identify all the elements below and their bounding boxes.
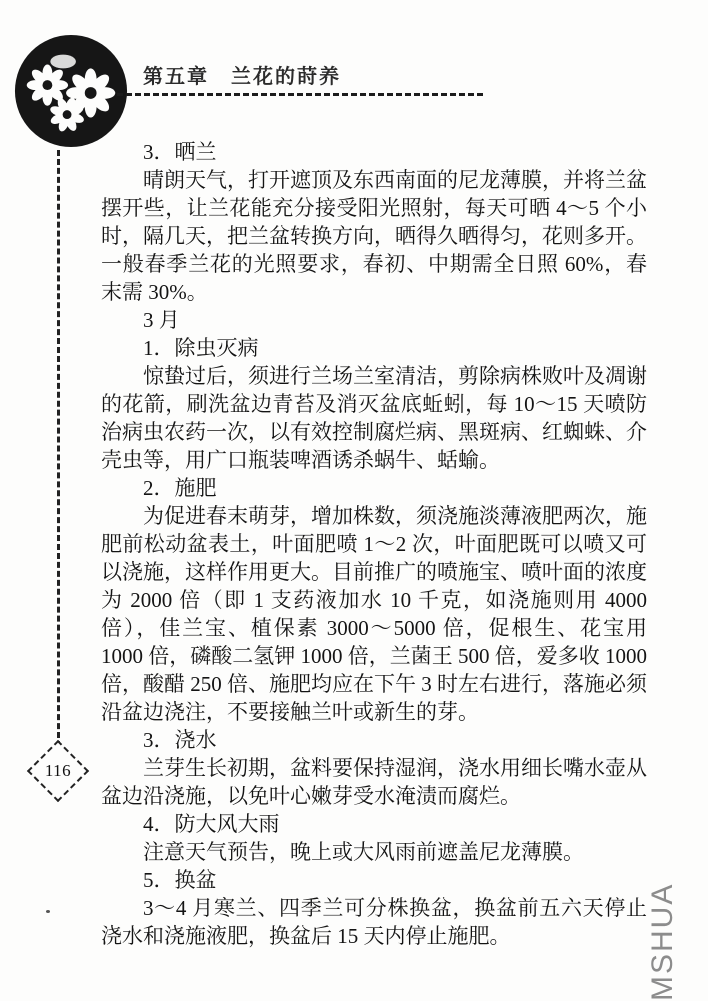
chapter-header: 第五章 兰花的莳养 <box>143 66 341 88</box>
section-heading: 3．浇水 <box>143 728 217 752</box>
header-dashed-rule <box>117 93 483 96</box>
flower-stamp-logo <box>12 32 130 150</box>
margin-dashed-line <box>57 150 60 747</box>
page-number: 116 <box>44 761 72 780</box>
paragraph: 为促进春末萌芽，增加株数，须浇施淡薄液肥两次，施肥前松动盆表土，叶面肥喷 1～2 次，叶面肥既可以喷又可以浇施，这样作用更大。目前推广的喷施宝、喷叶面的浓度为 2000 倍（即 1 支药液加水 10 千克，如浇施则用 4000 倍），佳兰宝、植保素 3000～5000 倍，促根生、花宝用 1000 倍，磷酸二氢钾 1000 倍，兰菌王 500 倍，爱多收 1000 倍，酸醋 250 倍、施肥均应在下午 3 时左右进行，落施必须沿盆边浇注，不要接触兰叶或新生的芽。 <box>101 504 647 724</box>
scan-speck <box>46 910 50 913</box>
section-heading: 5．换盆 <box>143 868 217 892</box>
section-heading: 4．防大风大雨 <box>143 812 280 836</box>
section-heading: 3 月 <box>143 308 180 332</box>
paragraph: 惊蛰过后，须进行兰场兰室清洁，剪除病株败叶及凋谢的花箭，刷洗盆边青苔及消灭盆底蚯蚓，每 10～15 天喷防治病虫农药一次，以有效控制腐烂病、黑斑病、红蜘蛛、介壳虫等，用广口瓶装啤酒诱杀蜗牛、蛞蝓。 <box>101 364 647 472</box>
paragraph: 3～4 月寒兰、四季兰可分株换盆，换盆前五六天停止浇水和浇施液肥，换盆后 15 天内停止施肥。 <box>101 896 647 948</box>
page-number-badge <box>27 740 89 802</box>
paragraph: 兰芽生长初期，盆料要保持湿润，浇水用细长嘴水壶从盆边沿浇施，以免叶心嫩芽受水淹渍而腐烂。 <box>101 756 647 808</box>
section-heading: 3．晒兰 <box>143 140 217 164</box>
body-text <box>101 138 647 950</box>
paragraph: 晴朗天气，打开遮顶及东西南面的尼龙薄膜，并将兰盆摆开些，让兰花能充分接受阳光照射，每天可晒 4～5 个小时，隔几天，把兰盆转换方向，晒得久晒得匀，花则多开。一般春季兰花的光照要求，春初、中期需全日照 60%，春末需 30%。 <box>101 168 647 304</box>
flower-stamp-graphic <box>12 32 130 150</box>
paragraph: 注意天气预告，晚上或大风雨前遮盖尼龙薄膜。 <box>143 840 584 864</box>
section-heading: 1．除虫灭病 <box>143 336 259 360</box>
section-heading: 2．施肥 <box>143 476 217 500</box>
watermark-text: MSHUA <box>646 882 679 1001</box>
